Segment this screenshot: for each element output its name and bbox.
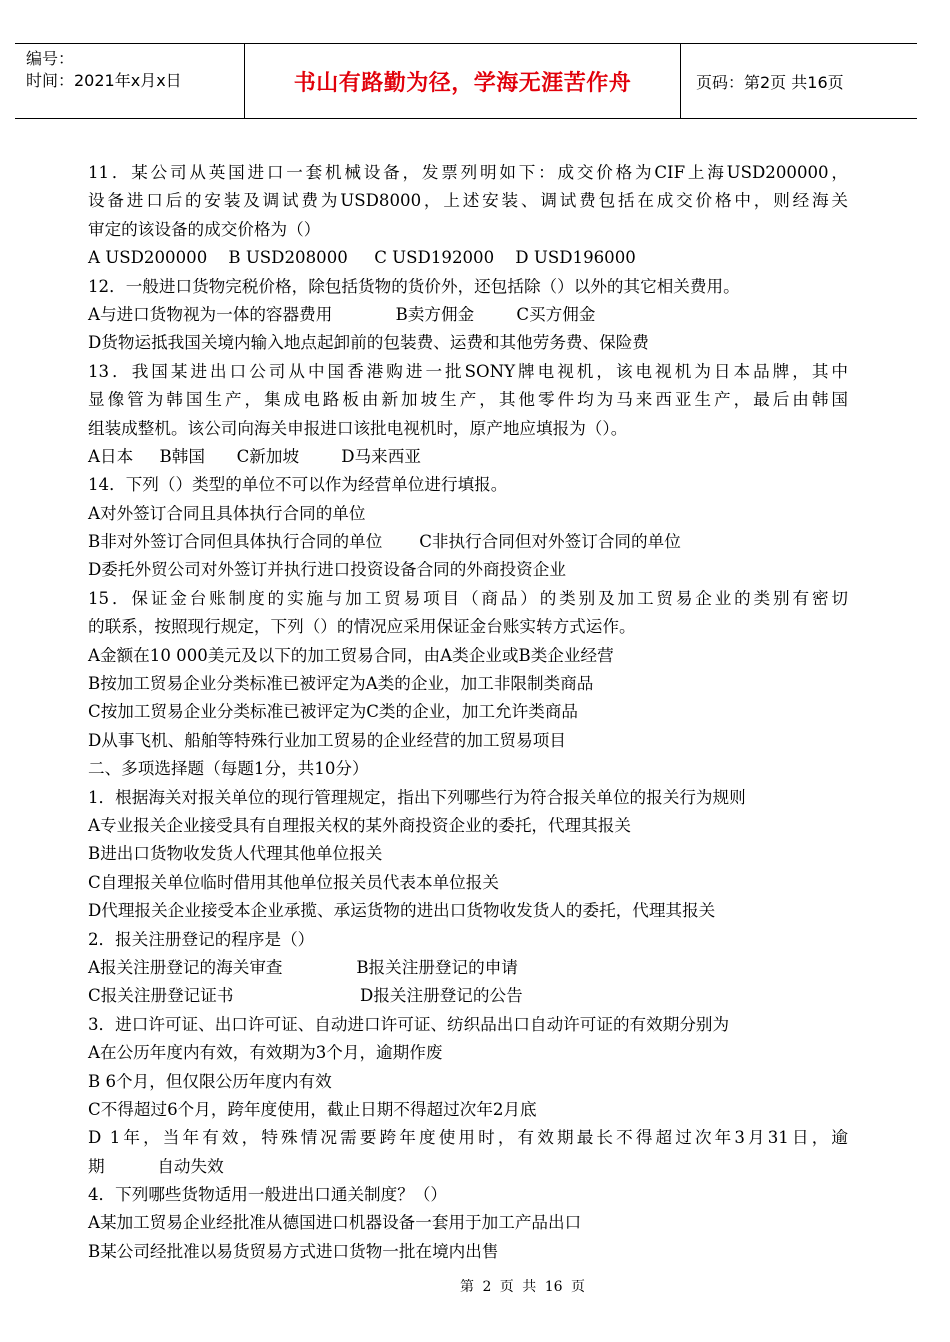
text-line: 15．保证金台账制度的实施与加工贸易项目（商品）的类别及加工贸易企业的类别有密切 xyxy=(88,588,848,608)
text-line: A USD200000 B USD208000 C USD192000 D USD196000 xyxy=(88,248,636,268)
text-line: A某加工贸易企业经批准从德国进口机器设备一套用于加工产品出口 xyxy=(88,1213,582,1233)
header-meta xyxy=(15,44,245,118)
text-line: 1．根据海关对报关单位的现行管理规定，指出下列哪些行为符合报关单位的报关行为规则 xyxy=(88,787,746,807)
text-line: D代理报关企业接受本企业承揽、承运货物的进出口货物收发货人的委托，代理其报关 xyxy=(88,901,716,921)
text-line: B按加工贸易企业分类标准已被评定为A类的企业，加工非限制类商品 xyxy=(88,674,594,694)
document-body xyxy=(88,159,848,1266)
text-line: C按加工贸易企业分类标准已被评定为C类的企业，加工允许类商品 xyxy=(88,702,579,722)
text-line: 期 自动失效 xyxy=(88,1156,224,1176)
document-number-label: 编号： xyxy=(26,49,75,68)
text-line: 4．下列哪些货物适用一般进出口通关制度？（） xyxy=(88,1185,448,1205)
text-line: D货物运抵我国关境内输入地点起卸前的包装费、运费和其他劳务费、保险费 xyxy=(88,333,649,353)
text-line: A在公历年度内有效，有效期为3个月，逾期作废 xyxy=(88,1043,443,1063)
text-line: A专业报关企业接受具有自理报关权的某外商投资企业的委托，代理其报关 xyxy=(88,815,631,835)
header-motto: 书山有路勤为径，学海无涯苦作舟 xyxy=(245,44,681,118)
text-line: 审定的该设备的成交价格为（） xyxy=(88,219,321,239)
text-line: C自理报关单位临时借用其他单位报关员代表本单位报关 xyxy=(88,872,499,892)
text-line: 14．下列（）类型的单位不可以作为经营单位进行填报。 xyxy=(88,475,508,495)
text-line: 3．进口许可证、出口许可证、自动进口许可证、纺织品出口自动许可证的有效期分别为 xyxy=(88,1014,730,1034)
text-line: 2．报关注册登记的程序是（） xyxy=(88,929,315,949)
text-line: A对外签订合同且具体执行合同的单位 xyxy=(88,503,366,523)
text-line: D从事飞机、船舶等特殊行业加工贸易的企业经营的加工贸易项目 xyxy=(88,730,566,750)
text-line: 12．一般进口货物完税价格，除包括货物的货价外，还包括除（）以外的其它相关费用。 xyxy=(88,276,740,296)
document-time-label: 时间：2021年x月x日 xyxy=(26,71,182,90)
text-line: A与进口货物视为一体的容器费用 B卖方佣金 C买方佣金 xyxy=(88,304,596,324)
text-line: B 6个月，但仅限公历年度内有效 xyxy=(88,1071,332,1091)
text-line: 13．我国某进出口公司从中国香港购进一批SONY牌电视机，该电视机为日本品牌，其中 xyxy=(88,361,848,381)
header-page-code: 页码：第2页 共16页 xyxy=(696,72,844,92)
text-line: D 1年，当年有效，特殊情况需要跨年度使用时，有效期最长不得超过次年3月31日，逾 xyxy=(88,1128,848,1148)
text-line: 设备进口后的安装及调试费为USD8000，上述安装、调试费包括在成交价格中，则经海关 xyxy=(88,191,848,211)
text-line: D委托外贸公司对外签订并执行进口投资设备合同的外商投资企业 xyxy=(88,560,566,580)
text-line: B进出口货物收发货人代理其他单位报关 xyxy=(88,844,383,864)
page-footer: 第 2 页 共 16 页 xyxy=(460,1279,585,1295)
page-header xyxy=(15,43,917,119)
text-line: B非对外签订合同但具体执行合同的单位 C非执行合同但对外签订合同的单位 xyxy=(88,532,681,552)
text-line: 的联系，按照现行规定，下列（）的情况应采用保证金台账实转方式运作。 xyxy=(88,617,636,637)
text-line: C不得超过6个月，跨年度使用，截止日期不得超过次年2月底 xyxy=(88,1099,537,1119)
text-line: 显像管为韩国生产，集成电路板由新加坡生产，其他零件均为马来西亚生产，最后由韩国 xyxy=(88,390,848,410)
text-line: A报关注册登记的海关审查 B报关注册登记的申请 xyxy=(88,957,518,977)
text-line: B某公司经批准以易货贸易方式进口货物一批在境内出售 xyxy=(88,1241,499,1261)
text-line: 组装成整机。该公司向海关申报进口该批电视机时，原产地应填报为（）。 xyxy=(88,418,628,438)
text-line: A日本 B韩国 C新加坡 D马来西亚 xyxy=(88,446,421,466)
text-line: A金额在10 000美元及以下的加工贸易合同，由A类企业或B类企业经营 xyxy=(88,645,614,665)
text-line: 11．某公司从英国进口一套机械设备，发票列明如下：成交价格为CIF上海USD200000， xyxy=(88,163,848,182)
text-line: C报关注册登记证书 D报关注册登记的公告 xyxy=(88,986,523,1006)
section-heading: 二、多项选择题（每题1分，共10分） xyxy=(88,759,369,779)
